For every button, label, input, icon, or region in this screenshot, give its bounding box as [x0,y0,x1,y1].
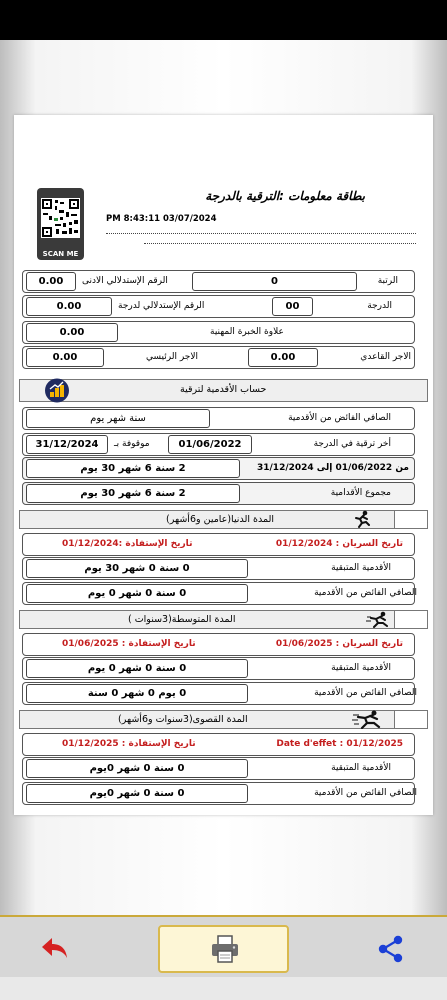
share-icon[interactable] [378,935,404,963]
main-salary-value[interactable]: 0.00 [26,348,104,367]
status-bar [0,0,447,40]
min-surplus-label: الصافي الفائض من الأقدمية [314,588,417,598]
mid-surplus-label: الصافي الفائض من الأقدمية [314,688,417,698]
range-value[interactable]: 2 سنة 6 شهر 30 يوم [26,459,240,478]
min-remaining-label: الأقدمية المتبقية [331,563,391,573]
net-surplus-value[interactable]: سنة شهر يوم [26,409,210,428]
total-value[interactable]: 2 سنة 6 شهر 30 يوم [26,484,240,503]
max-period-icon-box [394,710,428,729]
mid-period-title: المدة المتوسطة(3سنوات ) [128,614,236,625]
min-index-value[interactable]: 0.00 [26,272,76,291]
grade-index-label: الرقم الإستدلالي لدرجة [118,301,205,311]
min-period-icon-box [394,510,428,529]
max-benefit-date: تاريخ الإستفادة : 01/12/2025 [62,739,196,749]
qr-pattern-icon [41,198,80,238]
grade-value[interactable]: 00 [272,297,313,316]
min-effective-date: تاريخ السريان : 01/12/2024 [275,539,403,549]
min-benefit-date: تاريخ الإستفادة :01/12/2024 [62,539,193,549]
dotted-line-2 [144,243,416,244]
max-remaining-label: الأقدمية المتبقية [331,763,391,773]
max-surplus-value[interactable]: 0 سنة 0 شهر 0يوم [26,784,248,803]
net-surplus-label: الصافي الفائض من الأقدمية [288,413,391,423]
last-promo-date[interactable]: 01/06/2022 [168,435,252,454]
grade-label: الدرجة [367,301,392,311]
runner-icon [352,510,372,528]
printer-icon [210,934,240,964]
suspended-label: موقوفة بـ [114,439,150,449]
main-salary-label: الاجر الرئيسي [146,352,198,362]
card-title: بطاقة معلومات :الترقية بالدرجة [205,189,365,203]
experience-value[interactable]: 0.00 [26,323,118,342]
mid-benefit-date: تاريخ الإستفادة : 01/06/2025 [62,639,196,649]
rank-label: الرتبة [377,276,398,286]
mid-surplus-value[interactable]: 0 يوم 0 شهر 0 سنة [26,684,248,703]
min-remaining-value[interactable]: 0 سنة 0 شهر 30 يوم [26,559,248,578]
calculator-icon [44,378,70,403]
qr-label: SCAN ME [42,250,79,258]
total-label: مجموع الأقدامية [330,488,391,498]
max-effective-date: Date d'effet : 01/12/2025 [276,739,403,749]
fast-runner-icon [366,611,390,628]
min-period-title: المدة الدنيا(عامين و6أشهر) [166,514,274,525]
seniority-title: حساب الأقدمية لترقية [180,384,267,395]
range-text: من 01/06/2022 إلى 31/12/2024 [257,463,409,473]
suspended-date[interactable]: 31/12/2024 [26,435,108,454]
grade-index-value[interactable]: 0.00 [26,297,112,316]
back-arrow-icon[interactable] [40,935,68,961]
qr-code [37,188,84,260]
mid-period-icon-box [394,610,428,629]
base-salary-value[interactable]: 0.00 [248,348,318,367]
min-index-label: الرقم الإستدلالي الادنى [82,276,168,286]
card-datetime: PM 8:43:11 03/07/2024 [106,214,217,224]
mid-remaining-value[interactable]: 0 سنة 0 شهر 0 يوم [26,659,248,678]
max-surplus-label: الصافي الفائض من الأقدمية [314,788,417,798]
min-surplus-value[interactable]: 0 سنة 0 شهر 0 يوم [26,584,248,603]
dotted-line-1 [106,233,416,234]
sprinter-icon [352,710,382,729]
last-promo-label: أخر ترقية في الدرجة [313,439,391,449]
mid-remaining-label: الأقدمية المتبقية [331,663,391,673]
max-period-title: المدة القصوى(3سنوات و6أشهر) [118,714,248,725]
print-button[interactable] [158,925,289,973]
base-salary-label: الاجر القاعدي [360,352,411,362]
max-remaining-value[interactable]: 0 سنة 0 شهر 0يوم [26,759,248,778]
experience-label: علاوة الخبرة المهنية [210,327,284,337]
mid-effective-date: تاريخ السريان : 01/06/2025 [275,639,403,649]
rank-value[interactable]: 0 [192,272,357,291]
